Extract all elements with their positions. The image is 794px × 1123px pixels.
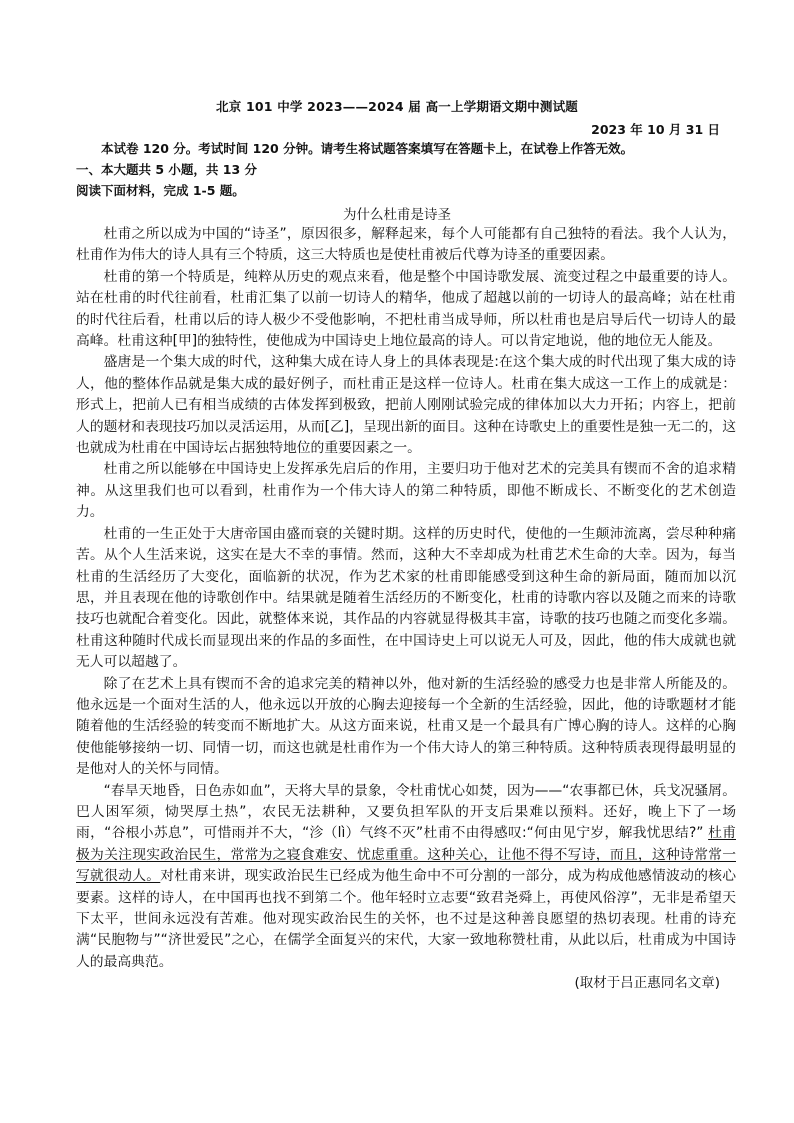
exam-notice: 本试卷 120 分。考试时间 120 分钟。请考生将试题答案填写在答题卡上，在试卷上作答无效。 (101, 141, 634, 156)
reading-instruction: 阅读下面材料，完成 1-5 题。 (76, 183, 245, 198)
article-paragraph: 杜甫的一生正处于大唐帝国由盛而衰的关键时期。这样的历史时代，使他的一生颠沛流离，尝尽种种痛苦。从个人生活来说，这实在是大不幸的事情。然而，这种大不幸却成为杜甫艺术生命的大幸。因为，每当杜甫的生活经历了大变化，面临新的状况，作为艺术家的杜甫即能感受到这种生命的新局面，随而加以沉思，并且表现在他的诗歌创作中。结果就是随着生活经历的不断变化，杜甫的诗歌内容以及随之而来的诗歌技巧也就配合着变化。因此，就整体来说，其作品的内容就显得极其丰富，诗歌的技巧也随之而变化多端。杜甫这种随时代成长而显现出来的作品的多面性，在中国诗史上可以说无人可及，因此，他的伟大成就也就无人可以超越了。 (76, 525, 736, 671)
article-title: 为什么杜甫是诗圣 (343, 207, 451, 223)
exam-title: 北京 101 中学 2023——2024 届 高一上学期语文期中测试题 (216, 99, 578, 114)
underlined-sentence: 杜甫极为关注现实政治民生，常常为之寝食难安、忧虑重重。这种关心，让他不得不写诗，而且，这种诗常常一写就很动人。 (76, 825, 736, 885)
article-paragraph-last (76, 781, 736, 974)
section-heading: 一、本大题共 5 小题，共 13 分 (76, 162, 258, 177)
article-source: (取材于吕正惠同名文章) (574, 975, 720, 991)
article-paragraph: 除了在艺术上具有锲而不舍的追求完美的精神以外，他对新的生活经验的感受力也是非常人所能及的。他永远是一个面对生活的人，他永远以开放的心胸去迎接每一个全新的生活经验，因此，他的诗歌题材才能随着他的生活经验的转变而不断地扩大。从这方面来说，杜甫又是一个最具有广博心胸的诗人。这样的心胸使他能够接纳一切、同情一切，而这也就是杜甫作为一个伟大诗人的第三种特质。这种特质表现得最明显的是他对人的关怀与同情。 (76, 675, 736, 778)
exam-date: 2023 年 10 月 31 日 (591, 122, 720, 137)
article-paragraph: 杜甫之所以成为中国的“诗圣”，原因很多，解释起来，每个人可能都有自己独特的看法。我个人认为，杜甫作为伟大的诗人具有三个特质，这三大特质也是使杜甫被后代尊为诗圣的重要因素。 (76, 226, 736, 264)
paragraph-text: 对杜甫来讲，现实政治民生已经成为他生命中不可分割的一部分，成为构成他感情波动的核心要素。这样的诗人，在中国再也找不到第二个。他年轻时立志要“致君尧舜上，再使风俗淳”，无非是希望天下太平，世间永远没有苦难。他对现实政治民生的关怀，也不过是这种善良愿望的热切表现。杜甫的诗充满“民胞物与”“济世爱民”之心，在儒学全面复兴的宋代，大家一致地称赞杜甫，从此以后，杜甫成为中国诗人的最高典范。 (76, 868, 737, 970)
paragraph-text: “春旱天地昏，日色赤如血”，天将大旱的景象，令杜甫忧心如焚，因为——“农事都已休，兵戈况骚屑。巴人困军须，恸哭厚土热”，农民无法耕种，又要负担军队的开支后果难以预料。还好，晚上下了一场雨，“谷根小苏息”，可惜雨并不大，“沴（lì）气终不灭”杜甫不由得感叹:“何由见宁岁，解我忧思结?” (76, 782, 736, 842)
article-paragraph: 盛唐是一个集大成的时代，这种集大成在诗人身上的具体表现是:在这个集大成的时代出现了集大成的诗人，他的整体作品就是集大成的最好例子，而杜甫正是这样一位诗人。杜甫在集大成这一工作上的成就是：形式上，把前人已有相当成绩的古体发挥到极致，把前人刚刚试验完成的律体加以大力开拓；内容上，把前人的题材和表现技巧加以灵活运用，从而[乙]，呈现出新的面目。这种在诗歌史上的重要性是独一无二的，这也就成为杜甫在中国诗坛占据独特地位的重要因素之一。 (76, 354, 736, 457)
article-body (76, 224, 736, 973)
article-paragraph: 杜甫的第一个特质是，纯粹从历史的观点来看，他是整个中国诗歌发展、流变过程之中最重要的诗人。站在杜甫的时代往前看，杜甫汇集了以前一切诗人的精华，他成了超越以前的一切诗人的最高峰；站在杜甫的时代往后看，杜甫以后的诗人极少不受他影响，不把杜甫当成导师，所以杜甫也是启导后代一切诗人的最高峰。杜甫这种[甲]的独特性，使他成为中国诗史上地位最高的诗人。可以肯定地说，他的地位无人能及。 (76, 268, 736, 350)
article-paragraph: 杜甫之所以能够在中国诗史上发挥承先启后的作用，主要归功于他对艺术的完美具有锲而不舍的追求精神。从这里我们也可以看到，杜甫作为一个伟大诗人的第二种特质，即他不断成长、不断变化的艺术创造力。 (76, 461, 736, 521)
